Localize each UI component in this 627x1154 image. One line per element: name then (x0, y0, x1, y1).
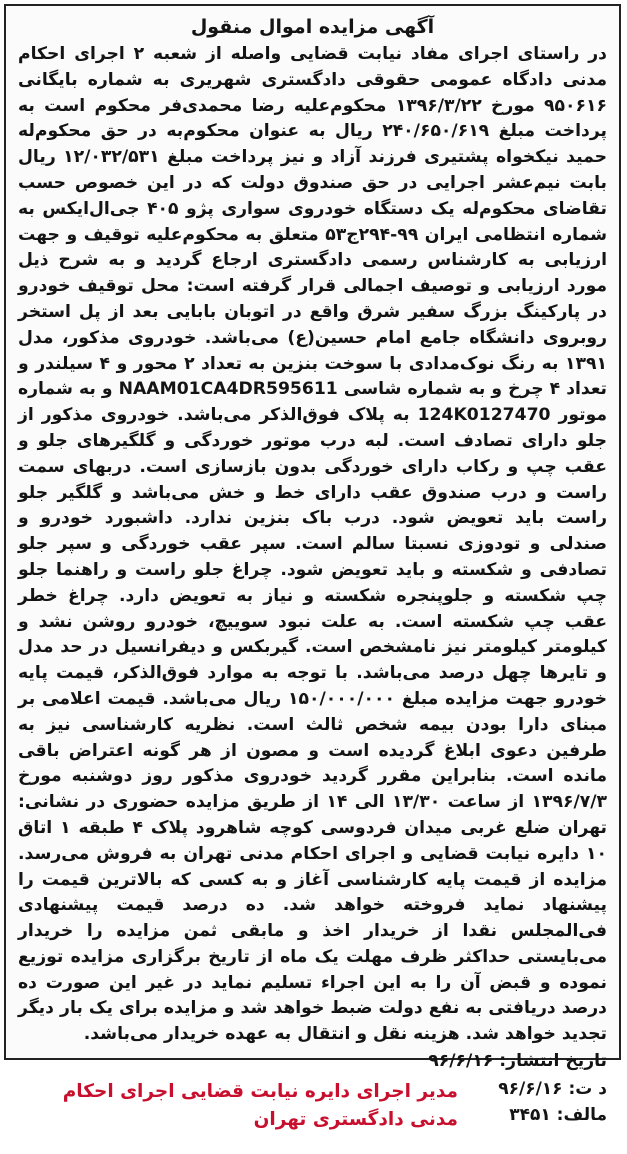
notice-body: در راستای اجرای مفاد نیابت قضایی واصله از شعبه ۲ اجرای احکام مدنی دادگاه عمومی حقوقی دادگستری شهریری به شماره بایگانی ۹۵۰۶۱۶ مورخ ۱۳۹۶/۳/۲۲ محکوم‌علیه رضا محمدی‌فر محکوم است به پرداخت مبلغ ۲۴۰/۶۵۰/۶۱۹ ریال به عنوان محکوم‌به در حق محکوم‌له حمید نیکخواه پشتیری فرزند آزاد و نیز پرداخت مبلغ ۱۲/۰۳۲/۵۳۱ ریال بابت نیم‌عشر اجرایی در حق صندوق دولت که در این خصوص حسب تقاضای محکوم‌له یک دستگاه خودروی سواری پژو ۴۰۵ جی‌ال‌ایکس به شماره انتظامی ایران ۹۹-۲۹۴ج۵۳ متعلق به محکوم‌علیه توقیف و جهت ارزیابی به کارشناس رسمی دادگستری ارجاع گردید و به شرح ذیل مورد ارزیابی و توصیف اجمالی قرار گرفته است: محل توقیف خودرو در پارکینگ بزرگ سفیر شرق واقع در اتوبان بابایی بعد از پل استخر روبروی دانشگاه جامع امام حسین(ع) می‌باشد. خودروی مذکور، مدل ۱۳۹۱ به رنگ نوک‌مدادی با سوخت بنزین به تعداد ۲ محور و ۴ سیلندر و تعداد ۴ چرخ و به شماره شاسی NAAM01CA4DR595611 و به شماره موتور 124K0127470 به پلاک فوق‌الذکر می‌باشد. خودروی مذکور از جلو دارای تصادف است. لبه درب موتور خوردگی و گلگیرهای جلو و عقب چپ و رکاب دارای خوردگی بدون بازسازی است. دربهای سمت راست و درب صندوق عقب دارای خط و خش می‌باشد و گلگیر جلو راست باید تعویض شود. درب باک بنزین ندارد. داشبورد خودرو و صندلی و تودوزی نسبتا سالم است. سپر عقب خوردگی و سپر جلو تصادفی و شکسته و باید تعویض شود. چراغ جلو راست و راهنما جلو چپ شکسته و جلوپنجره شکسته و نیاز به تعویض دارد. چراغ خطر عقب چپ شکسته است. به علت نبود سوییچ، خودرو روشن نشد و کیلومتر کیلومتر نیز نامشخص است. گیربکس و دیفرانسیل در حد مدل و تایرها چهل درصد می‌باشد. با توجه به موارد فوق‌الذکر، قیمت پایه خودرو جهت مزایده مبلغ ۱۵۰/۰۰۰/۰۰۰ ریال می‌باشد. قیمت اعلامی بر مبنای دارا بودن بیمه شخص ثالث است. نظریه کارشناسی نیز به طرفین دعوی ابلاغ گردیده است و مصون از هر گونه اعتراض باقی مانده است. بنابراین مقرر گردید خودروی مذکور روز دوشنبه مورخ ۱۳۹۶/۷/۳ از ساعت ۱۳/۳۰ الی ۱۴ از طریق مزایده حضوری در نشانی: تهران ضلع غربی میدان فردوسی کوچه شاهرود پلاک ۴ طبقه ۱ اتاق ۱۰ دایره نیابت قضایی و اجرای احکام مدنی تهران به فروش می‌رسد. مزایده از قیمت پایه کارشناسی آغاز و به کسی که بالاترین قیمت را پیشنهاد نماید فروخته خواهد شد. ده درصد قیمت پیشنهادی فی‌المجلس نقدا از خریدار اخذ و مابقی ثمن مزایده را خریدار می‌بایستی حداکثر ظرف مهلت یک ماه از تاریخ برگزاری مزایده توزیع نموده و قبض آن را به این اجراء تسلیم نماید در غیر این صورت ده درصد دریافتی به نفع دولت ضبط خواهد شد و مزایده برای یک بار دیگر تجدید خواهد شد. هزینه نقل و انتقال به عهده خریدار می‌باشد. (18, 44, 608, 1045)
notice-title: آگهی مزایده اموال منقول (190, 16, 435, 38)
publish-date: تاریخ انتشار: ۹۶/۶/۱۶ (428, 1051, 607, 1072)
notice-frame (4, 4, 621, 1131)
reference-block (498, 1076, 607, 1128)
notice-footer (18, 1076, 607, 1154)
malaf-line: مالف: ۳۴۵۱ (509, 1105, 607, 1126)
notice-content (18, 12, 608, 1131)
dt-line: د ت: ۹۶/۶/۱۶ (498, 1079, 607, 1100)
signature: مدیر اجرای دایره نیابت قضایی اجرای احکام مدنی دادگستری تهران (62, 1081, 458, 1131)
